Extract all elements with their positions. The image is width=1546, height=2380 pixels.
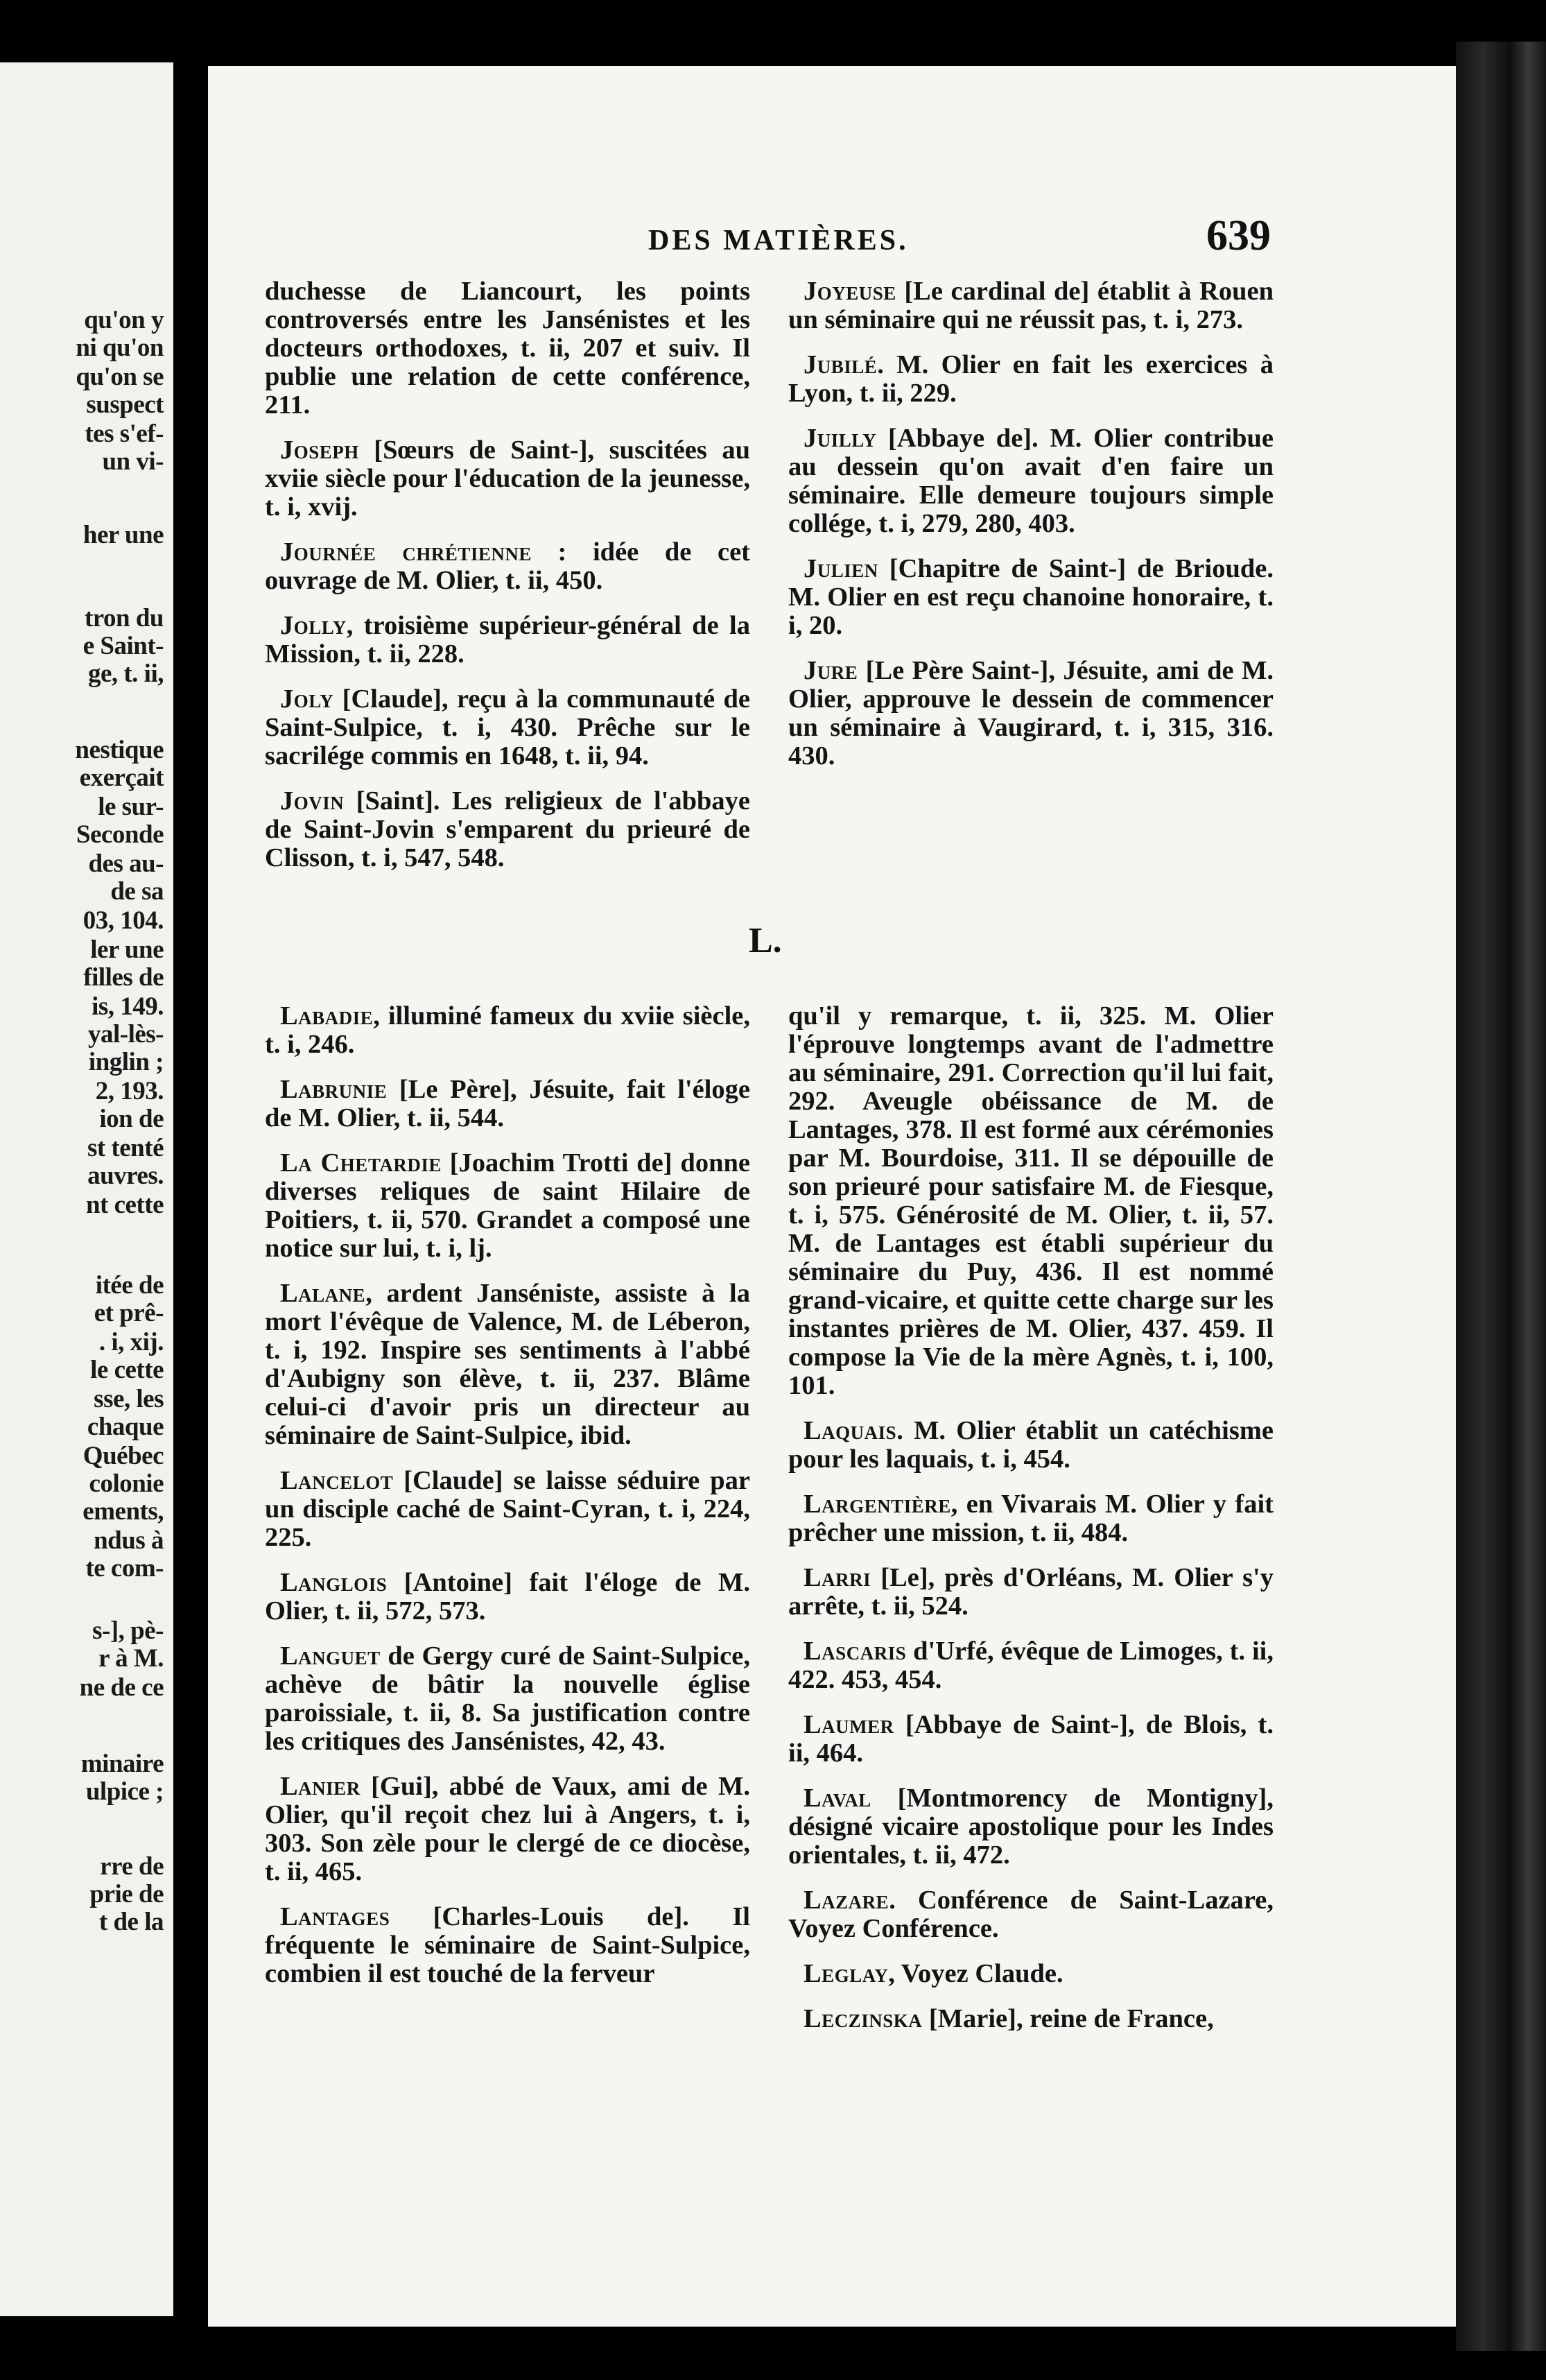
adjacent-page-line: chaque bbox=[87, 1413, 164, 1441]
index-entry bbox=[788, 1637, 1274, 1694]
adjacent-page-line: yal-lès- bbox=[87, 1020, 164, 1049]
index-entry-text: [Abbaye de]. M. Olier contribue au dessein qu'on avait d'en faire un séminaire. Elle demeure toujours simple collége, t. i, 279, 280, 403. bbox=[788, 424, 1274, 538]
adjacent-page-line: st tenté bbox=[87, 1134, 164, 1162]
index-entry-text: [Gui], abbé de Vaux, ami de M. Olier, qu'il reçoit chez lui à Angers, t. i, 303. Son zèle pour le clergé de ce diocèse, t. ii, 465. bbox=[265, 1772, 750, 1886]
index-headword: Lantages bbox=[280, 1902, 390, 1931]
index-headword: Joyeuse bbox=[804, 277, 896, 306]
index-entry-text: [Le Père Saint-], Jésuite, ami de M. Olier, approuve le dessein de commencer un séminaire à Vaugirard, t. i, 315, 316. 430. bbox=[788, 656, 1274, 770]
adjacent-page-line: exerçait bbox=[79, 764, 164, 792]
index-entry bbox=[265, 1642, 750, 1756]
index-headword: Largentière bbox=[804, 1490, 951, 1519]
index-entry-text: qu'il y remarque, t. ii, 325. M. Olier l'éprouve longtemps avant de l'admettre au séminaire, 291. Correction qu'il lui fait, 292. Aveugle obéissance de M. de Lantages, 378. Il est formé aux cérémonies par M. Bourdoise, 311. Il se dépouille de son prieuré pour satisfaire M. de Fiesque, t. i, 575. Générosité de M. Olier, t. ii, 57. M. de Lantages est établi supérieur du séminaire du Puy, 436. Il est nommé grand-vicaire, et quitte cette charge sur les instantes prières de M. Olier, 437. 459. Il compose la Vie de la mère Agnès, t. i, 100, 101. bbox=[788, 1001, 1274, 1400]
adjacent-page-line: prie de bbox=[89, 1880, 164, 1908]
adjacent-page-line: suspect bbox=[86, 390, 164, 419]
index-headword: Jubilé bbox=[804, 350, 878, 379]
index-headword: Labrunie bbox=[280, 1075, 388, 1104]
index-column-bottom-left bbox=[265, 1002, 750, 2005]
adjacent-page-line: ulpice ; bbox=[85, 1777, 164, 1806]
adjacent-page-line: colonie bbox=[89, 1469, 164, 1498]
adjacent-page-line: auvres. bbox=[87, 1162, 164, 1190]
index-entry bbox=[265, 1076, 750, 1132]
index-entry-text: , en Vivarais M. Olier y fait prêcher une mission, t. ii, 484. bbox=[788, 1490, 1274, 1547]
index-headword: Leglay bbox=[804, 1959, 889, 1988]
index-entry bbox=[265, 1002, 750, 1059]
adjacent-page-line: de sa bbox=[110, 877, 164, 906]
index-entry-text: d'Urfé, évêque de Limoges, t. ii, 422. 453, 454. bbox=[788, 1637, 1274, 1694]
index-headword: Laval bbox=[804, 1784, 871, 1813]
adjacent-page-line: ion de bbox=[99, 1105, 164, 1133]
adjacent-page-line: et prê- bbox=[94, 1299, 164, 1327]
index-headword: Jure bbox=[804, 656, 858, 685]
index-entry-text: , troisième supérieur-général de la Mission, t. ii, 228. bbox=[265, 611, 750, 669]
index-headword: Leczinska bbox=[804, 2004, 923, 2033]
index-headword: Journée chrétienne bbox=[280, 537, 532, 567]
adjacent-page-line: r à M. bbox=[98, 1644, 164, 1673]
index-headword: Laumer bbox=[804, 1710, 894, 1739]
index-entry-text: [Le Père], Jésuite, fait l'éloge de M. Olier, t. ii, 544. bbox=[265, 1075, 750, 1132]
index-entry-text: [Joachim Trotti de] donne diverses reliques de saint Hilaire de Poitiers, t. ii, 570. Grandet a composé une notice sur lui, t. i, lj. bbox=[265, 1148, 750, 1263]
index-entry-text: [Marie], reine de France, bbox=[922, 2004, 1214, 2033]
index-entry bbox=[265, 787, 750, 872]
index-entry bbox=[788, 657, 1274, 770]
index-entry-text: . M. Olier en fait les exercices à Lyon, t. ii, 229. bbox=[788, 350, 1274, 408]
index-entry bbox=[788, 2005, 1274, 2033]
adjacent-page-line: is, 149. bbox=[92, 992, 164, 1021]
adjacent-page-line: ements, bbox=[82, 1497, 164, 1526]
index-entry-text: [Claude], reçu à la communauté de Saint-Sulpice, t. i, 430. Prêche sur le sacrilége commis en 1648, t. ii, 94. bbox=[265, 684, 750, 770]
index-entry-text: [Charles-Louis de]. Il fréquente le séminaire de Saint-Sulpice, combien il est touché de la ferveur bbox=[265, 1902, 750, 1988]
index-headword: Juilly bbox=[804, 424, 877, 453]
adjacent-page-line: . i, xij. bbox=[98, 1328, 164, 1356]
index-headword: Joly bbox=[280, 684, 334, 714]
section-letter-heading: L. bbox=[749, 921, 782, 960]
index-entry bbox=[265, 1149, 750, 1263]
adjacent-page-line: ndus à bbox=[94, 1526, 164, 1555]
index-headword: Laquais bbox=[804, 1416, 897, 1445]
adjacent-page-line: itée de bbox=[95, 1271, 164, 1300]
index-headword: Larri bbox=[804, 1563, 871, 1592]
adjacent-page-line: des au- bbox=[88, 850, 164, 878]
index-headword: Lascaris bbox=[804, 1637, 907, 1666]
index-headword: Lazare bbox=[804, 1886, 889, 1915]
index-entry bbox=[788, 555, 1274, 640]
adjacent-page-line: sse, les bbox=[94, 1385, 164, 1413]
adjacent-page-line: inglin ; bbox=[88, 1048, 164, 1076]
index-headword: Labadie bbox=[280, 1001, 374, 1031]
adjacent-page-line: le sur- bbox=[98, 793, 164, 821]
index-entry bbox=[265, 1569, 750, 1626]
adjacent-page-line: qu'on se bbox=[76, 363, 164, 391]
index-headword: Joseph bbox=[280, 436, 359, 465]
index-column-bottom-right bbox=[788, 1002, 1274, 2050]
index-entry-text: [Le], près d'Orléans, M. Olier s'y arrête, t. ii, 524. bbox=[788, 1563, 1274, 1621]
index-entry bbox=[788, 1417, 1274, 1474]
index-entry bbox=[788, 1711, 1274, 1768]
adjacent-page-line: 2, 193. bbox=[95, 1077, 164, 1105]
index-entry bbox=[788, 1002, 1274, 1400]
index-entry-text: [Le cardinal de] établit à Rouen un séminaire qui ne réussit pas, t. i, 273. bbox=[788, 277, 1274, 334]
index-entry bbox=[265, 1279, 750, 1450]
index-headword: Jolly bbox=[280, 611, 347, 640]
adjacent-page-fragment bbox=[0, 62, 173, 2316]
running-title: DES MATIÈRES. bbox=[648, 225, 909, 257]
index-headword: Jovin bbox=[280, 786, 345, 816]
index-entry-text: de Gergy curé de Saint-Sulpice, achève de bâtir la nouvelle église paroissiale, t. ii, 8. Sa justification contre les critiques des Jansénistes, 42, 43. bbox=[265, 1641, 750, 1756]
index-entry bbox=[788, 351, 1274, 408]
adjacent-page-line: 03, 104. bbox=[82, 906, 164, 935]
book-gutter bbox=[1456, 42, 1546, 2351]
index-entry-text: [Montmorency de Montigny], désigné vicaire apostolique pour les Indes orientales, t. ii, 472. bbox=[788, 1784, 1274, 1870]
index-entry bbox=[788, 1784, 1274, 1870]
index-headword: La Chetardie bbox=[280, 1148, 442, 1178]
adjacent-page-line: ler une bbox=[90, 935, 164, 964]
adjacent-page-line: ni qu'on bbox=[76, 334, 164, 362]
page-number: 639 bbox=[1206, 212, 1271, 259]
adjacent-page-line: un vi- bbox=[102, 447, 164, 476]
adjacent-page-line: nt cette bbox=[85, 1191, 164, 1219]
index-entry bbox=[265, 277, 750, 420]
adjacent-page-line: ge, t. ii, bbox=[87, 659, 164, 688]
index-entry bbox=[265, 1903, 750, 1988]
adjacent-page-line: e Saint- bbox=[82, 632, 164, 660]
index-entry bbox=[265, 1773, 750, 1886]
index-entry-text: [Antoine] fait l'éloge de M. Olier, t. ii, 572, 573. bbox=[265, 1568, 750, 1626]
adjacent-page-line: qu'on y bbox=[84, 306, 164, 334]
index-entry-text: , Voyez Claude. bbox=[888, 1959, 1063, 1988]
index-entry bbox=[788, 277, 1274, 334]
index-entry-text: [Sœurs de Saint-], suscitées au xviie siècle pour l'éducation de la jeunesse, t. i, xvij. bbox=[265, 436, 750, 521]
index-headword: Lanier bbox=[280, 1772, 361, 1801]
index-entry bbox=[788, 1490, 1274, 1547]
index-entry bbox=[265, 538, 750, 595]
index-page bbox=[208, 66, 1456, 2327]
adjacent-page-line: s-], pè- bbox=[92, 1616, 164, 1645]
index-entry bbox=[788, 1886, 1274, 1943]
index-entry bbox=[265, 1467, 750, 1552]
index-headword: Julien bbox=[804, 554, 878, 583]
index-entry-text: . Conférence de Saint-Lazare, Voyez Conférence. bbox=[788, 1886, 1274, 1943]
index-entry-text: , illuminé fameux du xviie siècle, t. i, 246. bbox=[265, 1001, 750, 1059]
index-column-top-left bbox=[265, 277, 750, 889]
index-headword: Lancelot bbox=[280, 1466, 394, 1495]
index-entry-text: . M. Olier établit un catéchisme pour les laquais, t. i, 454. bbox=[788, 1416, 1274, 1474]
index-headword: Lalane bbox=[280, 1279, 366, 1308]
adjacent-page-line: tron du bbox=[84, 604, 164, 632]
index-entry bbox=[265, 685, 750, 770]
index-entry bbox=[265, 436, 750, 521]
adjacent-page-line: Québec bbox=[82, 1442, 164, 1470]
adjacent-page-line: her une bbox=[82, 521, 164, 549]
index-headword: Languet bbox=[280, 1641, 381, 1671]
adjacent-page-line: nestique bbox=[75, 736, 164, 764]
index-headword: Langlois bbox=[280, 1568, 388, 1597]
index-entry-text: : idée de cet ouvrage de M. Olier, t. ii, 450. bbox=[265, 537, 750, 595]
adjacent-page-line: filles de bbox=[83, 963, 164, 992]
index-entry bbox=[788, 1960, 1274, 1988]
adjacent-page-line: ne de ce bbox=[79, 1673, 164, 1702]
adjacent-page-line: Seconde bbox=[76, 820, 164, 849]
adjacent-page-line: tes s'ef- bbox=[85, 420, 164, 448]
index-entry-text: [Abbaye de Saint-], de Blois, t. ii, 464. bbox=[788, 1710, 1274, 1768]
adjacent-page-line: te com- bbox=[85, 1554, 164, 1583]
index-entry-text: [Chapitre de Saint-] de Brioude. M. Olier en est reçu chanoine honoraire, t. i, 20. bbox=[788, 554, 1274, 640]
index-entry-text: [Claude] se laisse séduire par un disciple caché de Saint-Cyran, t. i, 224, 225. bbox=[265, 1466, 750, 1552]
index-column-top-right bbox=[788, 277, 1274, 787]
adjacent-page-line: le cette bbox=[90, 1356, 164, 1384]
index-entry bbox=[788, 424, 1274, 538]
index-entry bbox=[788, 1564, 1274, 1621]
index-entry bbox=[265, 612, 750, 669]
adjacent-page-line: t de la bbox=[98, 1908, 164, 1936]
index-entry-text: duchesse de Liancourt, les points controversés entre les Jansénistes et les docteurs orthodoxes, t. ii, 207 et suiv. Il publie une relation de cette conférence, 211. bbox=[265, 277, 750, 420]
index-entry-text: [Saint]. Les religieux de l'abbaye de Saint-Jovin s'emparent du prieuré de Clisson, t. i, 547, 548. bbox=[265, 786, 750, 872]
index-entry-text: , ardent Janséniste, assiste à la mort l'évêque de Valence, M. de Léberon, t. i, 192. Inspire ses sentiments à l'abbé d'Aubigny son élève, t. ii, 237. Blâme celui-ci d'avoir pris un directeur au séminaire de Saint-Sulpice, ibid. bbox=[265, 1279, 750, 1450]
adjacent-page-line: rre de bbox=[100, 1852, 164, 1881]
adjacent-page-line: minaire bbox=[80, 1750, 164, 1778]
